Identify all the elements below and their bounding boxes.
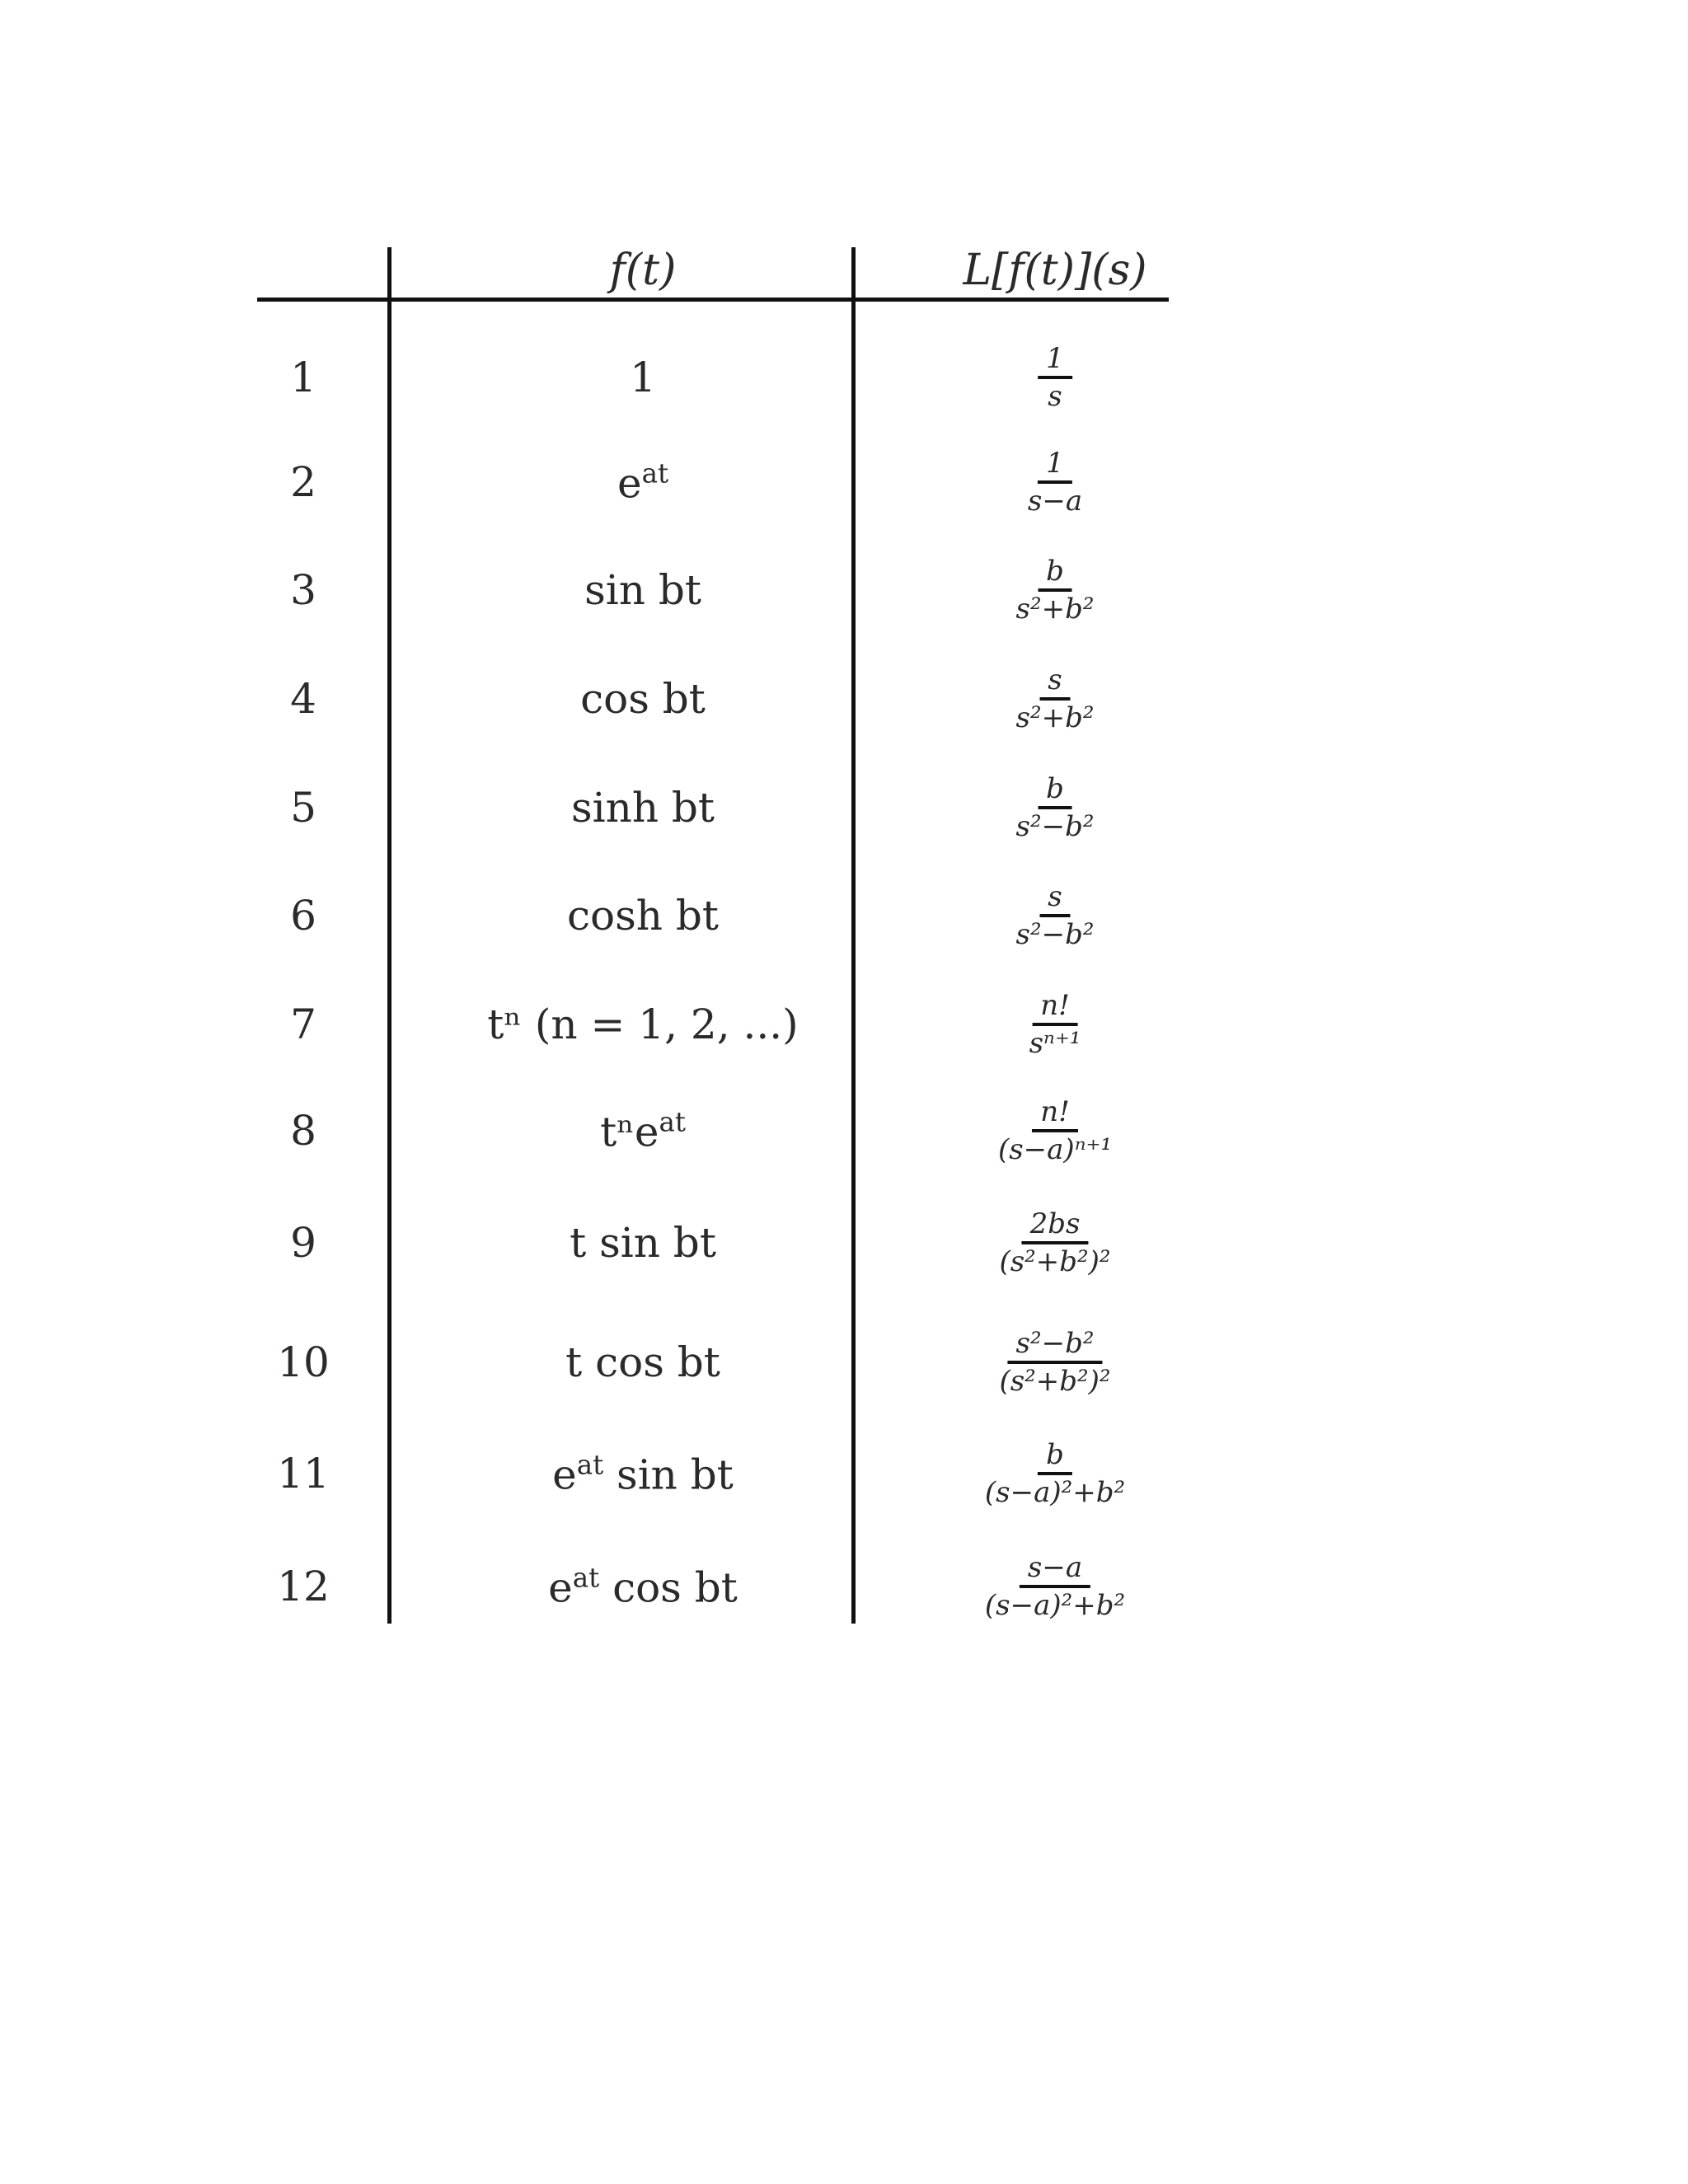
row-transform: [991, 1207, 1118, 1278]
row-function: $e^{at}$ cos bt: [548, 1562, 738, 1612]
fraction-numerator: s²−b²: [1008, 1329, 1103, 1364]
fraction: [991, 1327, 1118, 1398]
fraction: [990, 1095, 1120, 1166]
row-index: 8: [290, 1107, 316, 1155]
row-transform: [1008, 555, 1103, 626]
fraction-numerator: n!: [1032, 991, 1078, 1026]
row-index: 11: [277, 1450, 330, 1497]
row-index: 2: [290, 458, 316, 506]
fraction-denominator: (s²+b²)²: [999, 1365, 1111, 1398]
row-function: sinh bt: [570, 784, 715, 832]
fraction: [1008, 555, 1103, 626]
row-transform: [1008, 772, 1103, 843]
row-transform: [977, 1551, 1133, 1622]
row-function: sin bt: [584, 566, 701, 614]
fraction: [1008, 772, 1103, 843]
header-function: f(t): [609, 246, 677, 295]
fraction-denominator: sⁿ⁺¹: [1029, 1027, 1081, 1060]
row-index: 5: [290, 784, 316, 832]
fraction: [1021, 989, 1090, 1060]
fraction: [977, 1551, 1133, 1622]
row-transform: [990, 1095, 1120, 1166]
fraction-denominator: s: [1048, 380, 1062, 413]
fraction-numerator: 1: [1038, 449, 1072, 484]
row-index: 12: [277, 1563, 330, 1610]
row-function: t cos bt: [565, 1338, 720, 1386]
row-function: 1: [630, 354, 656, 401]
row-function: $e^{at}$ sin bt: [552, 1449, 734, 1499]
fraction-numerator: s: [1039, 883, 1070, 917]
row-index: 1: [290, 354, 316, 401]
row-function: t sin bt: [570, 1219, 716, 1267]
row-function: cosh bt: [567, 892, 719, 940]
row-transform: [1008, 663, 1103, 734]
fraction-denominator: (s−a)ⁿ⁺¹: [997, 1133, 1113, 1166]
fraction-numerator: s: [1039, 666, 1070, 701]
fraction-denominator: s²−b²: [1015, 810, 1095, 843]
row-index: 7: [290, 1001, 316, 1048]
row-transform: [977, 1438, 1133, 1509]
fraction-denominator: s−a: [1027, 485, 1083, 518]
fraction-numerator: 2bs: [1022, 1210, 1089, 1244]
row-transform: [1038, 342, 1072, 413]
column-divider-right: [851, 247, 856, 1624]
fraction: [1008, 880, 1103, 951]
fraction-numerator: s−a: [1020, 1554, 1090, 1588]
row-index: 4: [290, 675, 316, 723]
row-transform: [1021, 989, 1090, 1060]
fraction-numerator: n!: [1032, 1098, 1078, 1132]
row-function: cos bt: [580, 675, 706, 723]
fraction: [977, 1438, 1133, 1509]
fraction-denominator: s²+b²: [1015, 593, 1095, 626]
fraction-denominator: (s²+b²)²: [999, 1245, 1111, 1278]
fraction-numerator: b: [1038, 775, 1072, 809]
row-function: tⁿe$^{at}$: [600, 1106, 686, 1156]
fraction-denominator: (s−a)²+b²: [984, 1589, 1126, 1622]
column-divider-left: [387, 247, 392, 1624]
row-transform: [991, 1327, 1118, 1398]
fraction-denominator: (s−a)²+b²: [984, 1476, 1126, 1509]
row-transform: [1020, 447, 1090, 518]
row-function: $e^{at}$: [617, 457, 669, 508]
fraction: [1038, 342, 1072, 413]
row-index: 9: [290, 1219, 316, 1267]
fraction-numerator: b: [1038, 1441, 1072, 1475]
row-index: 3: [290, 566, 316, 614]
fraction-numerator: b: [1038, 557, 1072, 592]
fraction: [991, 1207, 1118, 1278]
fraction-numerator: 1: [1038, 344, 1072, 379]
fraction-denominator: s²+b²: [1015, 701, 1095, 734]
fraction-denominator: s²−b²: [1015, 918, 1095, 951]
header-rule: [257, 298, 1169, 302]
row-index: 10: [277, 1338, 330, 1386]
fraction: [1008, 663, 1103, 734]
row-transform: [1008, 880, 1103, 951]
row-index: 6: [290, 892, 316, 940]
row-function: tⁿ (n = 1, 2, ...): [487, 1001, 799, 1048]
header-transform: L[f(t)](s): [963, 246, 1147, 295]
fraction: [1020, 447, 1090, 518]
